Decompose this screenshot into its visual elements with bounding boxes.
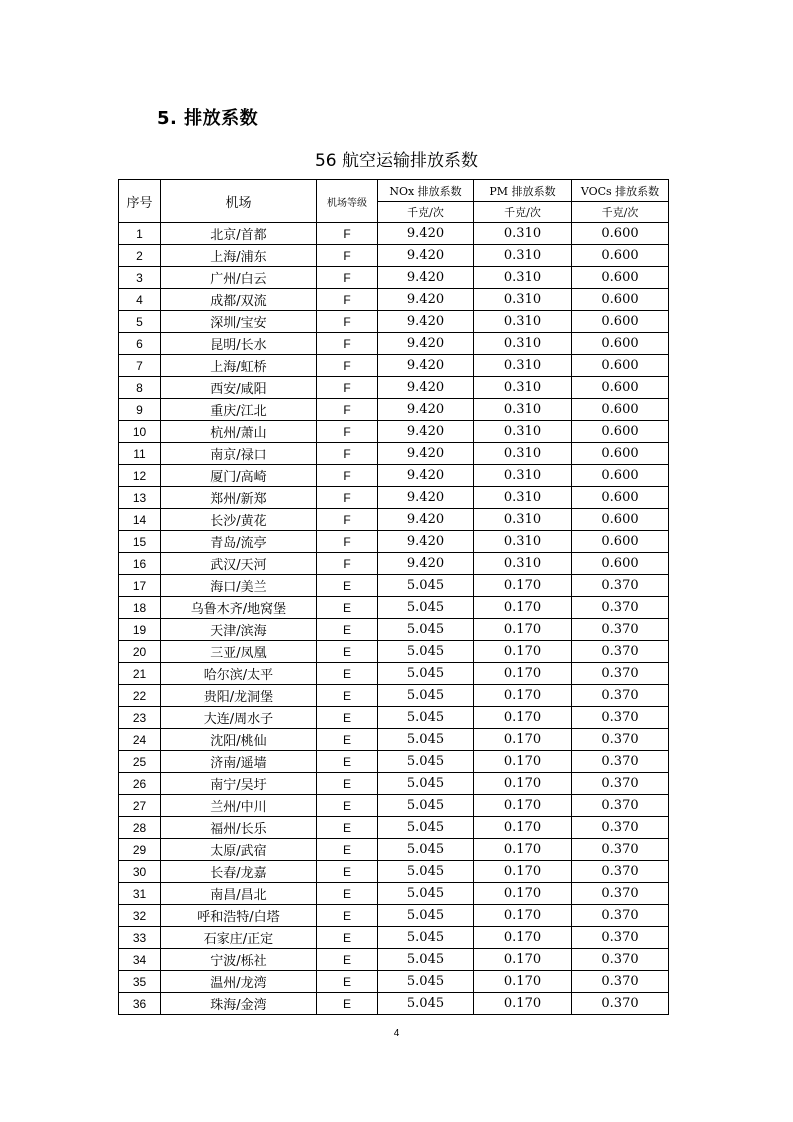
- pm-factor: 0.310: [474, 245, 572, 267]
- airport-name: 兰州/中川: [161, 795, 317, 817]
- airport-grade: E: [317, 861, 378, 883]
- airport-grade: F: [317, 333, 378, 355]
- nox-factor: 9.420: [378, 311, 474, 333]
- unit-voc: 千克/次: [572, 202, 669, 223]
- voc-factor: 0.600: [572, 223, 669, 245]
- row-index: 17: [119, 575, 161, 597]
- pm-factor: 0.310: [474, 267, 572, 289]
- table-row: [119, 685, 669, 707]
- airport-name: 杭州/萧山: [161, 421, 317, 443]
- pm-factor: 0.310: [474, 377, 572, 399]
- airport-grade: E: [317, 751, 378, 773]
- row-index: 11: [119, 443, 161, 465]
- nox-factor: 5.045: [378, 685, 474, 707]
- airport-grade: F: [317, 377, 378, 399]
- voc-factor: 0.370: [572, 575, 669, 597]
- airport-grade: F: [317, 531, 378, 553]
- voc-factor: 0.370: [572, 729, 669, 751]
- airport-grade: F: [317, 443, 378, 465]
- airport-grade: E: [317, 839, 378, 861]
- header-row: [119, 180, 669, 202]
- airport-grade: F: [317, 289, 378, 311]
- row-index: 22: [119, 685, 161, 707]
- airport-grade: E: [317, 575, 378, 597]
- airport-name: 上海/虹桥: [161, 355, 317, 377]
- voc-factor: 0.600: [572, 311, 669, 333]
- airport-grade: F: [317, 311, 378, 333]
- nox-factor: 5.045: [378, 663, 474, 685]
- voc-factor: 0.370: [572, 773, 669, 795]
- row-index: 7: [119, 355, 161, 377]
- voc-factor: 0.370: [572, 971, 669, 993]
- table-row: [119, 927, 669, 949]
- airport-grade: E: [317, 641, 378, 663]
- airport-grade: E: [317, 927, 378, 949]
- pm-factor: 0.310: [474, 443, 572, 465]
- table-row: [119, 619, 669, 641]
- voc-factor: 0.370: [572, 597, 669, 619]
- row-index: 24: [119, 729, 161, 751]
- pm-factor: 0.170: [474, 773, 572, 795]
- table-row: [119, 817, 669, 839]
- voc-factor: 0.370: [572, 949, 669, 971]
- row-index: 19: [119, 619, 161, 641]
- table-row: [119, 377, 669, 399]
- voc-factor: 0.600: [572, 465, 669, 487]
- nox-factor: 9.420: [378, 289, 474, 311]
- nox-factor: 9.420: [378, 553, 474, 575]
- voc-factor: 0.600: [572, 245, 669, 267]
- voc-factor: 0.370: [572, 839, 669, 861]
- row-index: 10: [119, 421, 161, 443]
- table-row: [119, 421, 669, 443]
- airport-grade: F: [317, 553, 378, 575]
- unit-pm: 千克/次: [474, 202, 572, 223]
- row-index: 33: [119, 927, 161, 949]
- nox-factor: 5.045: [378, 641, 474, 663]
- voc-factor: 0.370: [572, 663, 669, 685]
- pm-factor: 0.170: [474, 817, 572, 839]
- voc-factor: 0.600: [572, 531, 669, 553]
- table-row: [119, 267, 669, 289]
- table-row: [119, 465, 669, 487]
- airport-name: 北京/首都: [161, 223, 317, 245]
- table-row: [119, 311, 669, 333]
- airport-grade: E: [317, 817, 378, 839]
- airport-grade: E: [317, 883, 378, 905]
- nox-factor: 5.045: [378, 839, 474, 861]
- voc-factor: 0.370: [572, 707, 669, 729]
- table-row: [119, 773, 669, 795]
- row-index: 8: [119, 377, 161, 399]
- unit-nox: 千克/次: [378, 202, 474, 223]
- nox-factor: 9.420: [378, 245, 474, 267]
- header-airport: 机场: [161, 180, 317, 223]
- airport-name: 南京/禄口: [161, 443, 317, 465]
- table-row: [119, 729, 669, 751]
- table-row: [119, 399, 669, 421]
- table-row: [119, 223, 669, 245]
- airport-grade: E: [317, 729, 378, 751]
- airport-name: 厦门/高崎: [161, 465, 317, 487]
- voc-factor: 0.370: [572, 993, 669, 1015]
- pm-factor: 0.310: [474, 223, 572, 245]
- airport-grade: F: [317, 245, 378, 267]
- voc-factor: 0.370: [572, 817, 669, 839]
- airport-name: 大连/周水子: [161, 707, 317, 729]
- table-row: [119, 883, 669, 905]
- nox-factor: 5.045: [378, 575, 474, 597]
- pm-factor: 0.170: [474, 751, 572, 773]
- table-row: [119, 905, 669, 927]
- table-row: [119, 289, 669, 311]
- nox-factor: 9.420: [378, 509, 474, 531]
- airport-grade: F: [317, 465, 378, 487]
- airport-grade: E: [317, 971, 378, 993]
- airport-grade: E: [317, 685, 378, 707]
- nox-factor: 9.420: [378, 487, 474, 509]
- pm-factor: 0.170: [474, 685, 572, 707]
- airport-grade: E: [317, 773, 378, 795]
- nox-factor: 9.420: [378, 399, 474, 421]
- airport-name: 深圳/宝安: [161, 311, 317, 333]
- table-title: 56 航空运输排放系数: [314, 151, 479, 171]
- voc-factor: 0.370: [572, 685, 669, 707]
- pm-factor: 0.310: [474, 465, 572, 487]
- voc-factor: 0.370: [572, 641, 669, 663]
- nox-factor: 9.420: [378, 377, 474, 399]
- airport-name: 南宁/吴圩: [161, 773, 317, 795]
- table-row: [119, 839, 669, 861]
- row-index: 9: [119, 399, 161, 421]
- row-index: 13: [119, 487, 161, 509]
- table-row: [119, 993, 669, 1015]
- airport-grade: F: [317, 399, 378, 421]
- pm-factor: 0.310: [474, 355, 572, 377]
- row-index: 34: [119, 949, 161, 971]
- airport-grade: E: [317, 597, 378, 619]
- row-index: 26: [119, 773, 161, 795]
- airport-name: 上海/浦东: [161, 245, 317, 267]
- row-index: 6: [119, 333, 161, 355]
- nox-factor: 5.045: [378, 993, 474, 1015]
- table-row: [119, 355, 669, 377]
- table-row: [119, 663, 669, 685]
- nox-factor: 5.045: [378, 773, 474, 795]
- row-index: 29: [119, 839, 161, 861]
- row-index: 25: [119, 751, 161, 773]
- pm-factor: 0.170: [474, 927, 572, 949]
- airport-name: 成都/双流: [161, 289, 317, 311]
- airport-name: 贵阳/龙洞堡: [161, 685, 317, 707]
- section-title: 5. 排放系数: [157, 108, 259, 129]
- pm-factor: 0.310: [474, 311, 572, 333]
- airport-grade: E: [317, 619, 378, 641]
- header-nox: NOx 排放系数: [378, 180, 474, 202]
- nox-factor: 5.045: [378, 883, 474, 905]
- row-index: 2: [119, 245, 161, 267]
- voc-factor: 0.600: [572, 267, 669, 289]
- airport-name: 乌鲁木齐/地窝堡: [161, 597, 317, 619]
- airport-grade: F: [317, 487, 378, 509]
- voc-factor: 0.370: [572, 927, 669, 949]
- airport-name: 郑州/新郑: [161, 487, 317, 509]
- airport-grade: E: [317, 949, 378, 971]
- pm-factor: 0.170: [474, 575, 572, 597]
- nox-factor: 9.420: [378, 267, 474, 289]
- nox-factor: 5.045: [378, 905, 474, 927]
- nox-factor: 5.045: [378, 795, 474, 817]
- airport-name: 福州/长乐: [161, 817, 317, 839]
- table-row: [119, 751, 669, 773]
- airport-name: 哈尔滨/太平: [161, 663, 317, 685]
- airport-grade: E: [317, 663, 378, 685]
- row-index: 16: [119, 553, 161, 575]
- airport-name: 宁波/栎社: [161, 949, 317, 971]
- voc-factor: 0.600: [572, 377, 669, 399]
- voc-factor: 0.370: [572, 861, 669, 883]
- airport-grade: F: [317, 267, 378, 289]
- pm-factor: 0.310: [474, 531, 572, 553]
- nox-factor: 5.045: [378, 861, 474, 883]
- row-index: 14: [119, 509, 161, 531]
- airport-name: 沈阳/桃仙: [161, 729, 317, 751]
- pm-factor: 0.170: [474, 619, 572, 641]
- header-index: 序号: [119, 180, 161, 223]
- pm-factor: 0.170: [474, 707, 572, 729]
- nox-factor: 9.420: [378, 223, 474, 245]
- table-row: [119, 861, 669, 883]
- row-index: 12: [119, 465, 161, 487]
- emission-factor-table: [118, 179, 669, 1015]
- airport-name: 西安/咸阳: [161, 377, 317, 399]
- nox-factor: 5.045: [378, 597, 474, 619]
- voc-factor: 0.370: [572, 619, 669, 641]
- airport-grade: E: [317, 993, 378, 1015]
- pm-factor: 0.310: [474, 553, 572, 575]
- airport-name: 长沙/黄花: [161, 509, 317, 531]
- airport-grade: F: [317, 223, 378, 245]
- airport-name: 重庆/江北: [161, 399, 317, 421]
- airport-name: 太原/武宿: [161, 839, 317, 861]
- table-row: [119, 333, 669, 355]
- pm-factor: 0.170: [474, 993, 572, 1015]
- airport-name: 石家庄/正定: [161, 927, 317, 949]
- row-index: 20: [119, 641, 161, 663]
- nox-factor: 9.420: [378, 531, 474, 553]
- row-index: 36: [119, 993, 161, 1015]
- row-index: 30: [119, 861, 161, 883]
- pm-factor: 0.310: [474, 509, 572, 531]
- row-index: 28: [119, 817, 161, 839]
- row-index: 1: [119, 223, 161, 245]
- table-row: [119, 487, 669, 509]
- airport-name: 海口/美兰: [161, 575, 317, 597]
- nox-factor: 5.045: [378, 729, 474, 751]
- pm-factor: 0.170: [474, 949, 572, 971]
- row-index: 18: [119, 597, 161, 619]
- pm-factor: 0.170: [474, 861, 572, 883]
- voc-factor: 0.600: [572, 421, 669, 443]
- pm-factor: 0.170: [474, 795, 572, 817]
- airport-name: 济南/遥墙: [161, 751, 317, 773]
- airport-grade: E: [317, 905, 378, 927]
- nox-factor: 5.045: [378, 707, 474, 729]
- pm-factor: 0.310: [474, 487, 572, 509]
- voc-factor: 0.600: [572, 289, 669, 311]
- header-grade: 机场等级: [317, 180, 378, 223]
- row-index: 4: [119, 289, 161, 311]
- pm-factor: 0.170: [474, 839, 572, 861]
- table-row: [119, 641, 669, 663]
- pm-factor: 0.170: [474, 641, 572, 663]
- voc-factor: 0.600: [572, 553, 669, 575]
- header-pm: PM 排放系数: [474, 180, 572, 202]
- row-index: 15: [119, 531, 161, 553]
- airport-grade: F: [317, 355, 378, 377]
- nox-factor: 9.420: [378, 443, 474, 465]
- voc-factor: 0.370: [572, 883, 669, 905]
- table-row: [119, 531, 669, 553]
- row-index: 35: [119, 971, 161, 993]
- voc-factor: 0.370: [572, 751, 669, 773]
- nox-factor: 5.045: [378, 817, 474, 839]
- pm-factor: 0.310: [474, 333, 572, 355]
- airport-name: 武汉/天河: [161, 553, 317, 575]
- nox-factor: 5.045: [378, 751, 474, 773]
- airport-name: 南昌/昌北: [161, 883, 317, 905]
- airport-grade: F: [317, 509, 378, 531]
- row-index: 32: [119, 905, 161, 927]
- airport-name: 昆明/长水: [161, 333, 317, 355]
- voc-factor: 0.370: [572, 795, 669, 817]
- airport-name: 珠海/金湾: [161, 993, 317, 1015]
- table-row: [119, 971, 669, 993]
- nox-factor: 5.045: [378, 619, 474, 641]
- row-index: 23: [119, 707, 161, 729]
- pm-factor: 0.170: [474, 729, 572, 751]
- voc-factor: 0.600: [572, 399, 669, 421]
- table-body: [119, 223, 669, 1015]
- nox-factor: 5.045: [378, 949, 474, 971]
- page-number: 4: [393, 1028, 400, 1039]
- airport-name: 天津/滨海: [161, 619, 317, 641]
- table-row: [119, 245, 669, 267]
- voc-factor: 0.600: [572, 355, 669, 377]
- airport-grade: F: [317, 421, 378, 443]
- pm-factor: 0.170: [474, 905, 572, 927]
- row-index: 21: [119, 663, 161, 685]
- row-index: 5: [119, 311, 161, 333]
- table-row: [119, 795, 669, 817]
- table-row: [119, 443, 669, 465]
- table-row: [119, 553, 669, 575]
- row-index: 3: [119, 267, 161, 289]
- voc-factor: 0.600: [572, 443, 669, 465]
- airport-name: 广州/白云: [161, 267, 317, 289]
- pm-factor: 0.170: [474, 663, 572, 685]
- voc-factor: 0.370: [572, 905, 669, 927]
- pm-factor: 0.310: [474, 289, 572, 311]
- airport-grade: E: [317, 707, 378, 729]
- pm-factor: 0.310: [474, 399, 572, 421]
- airport-name: 长春/龙嘉: [161, 861, 317, 883]
- airport-name: 三亚/凤凰: [161, 641, 317, 663]
- voc-factor: 0.600: [572, 509, 669, 531]
- table-row: [119, 949, 669, 971]
- airport-name: 青岛/流亭: [161, 531, 317, 553]
- pm-factor: 0.170: [474, 883, 572, 905]
- nox-factor: 9.420: [378, 421, 474, 443]
- pm-factor: 0.170: [474, 597, 572, 619]
- header-voc: VOCs 排放系数: [572, 180, 669, 202]
- nox-factor: 9.420: [378, 333, 474, 355]
- nox-factor: 5.045: [378, 927, 474, 949]
- pm-factor: 0.170: [474, 971, 572, 993]
- pm-factor: 0.310: [474, 421, 572, 443]
- row-index: 27: [119, 795, 161, 817]
- table-row: [119, 597, 669, 619]
- airport-name: 温州/龙湾: [161, 971, 317, 993]
- nox-factor: 9.420: [378, 465, 474, 487]
- nox-factor: 5.045: [378, 971, 474, 993]
- row-index: 31: [119, 883, 161, 905]
- table-row: [119, 575, 669, 597]
- table-row: [119, 509, 669, 531]
- airport-grade: E: [317, 795, 378, 817]
- voc-factor: 0.600: [572, 487, 669, 509]
- nox-factor: 9.420: [378, 355, 474, 377]
- airport-name: 呼和浩特/白塔: [161, 905, 317, 927]
- voc-factor: 0.600: [572, 333, 669, 355]
- table-row: [119, 707, 669, 729]
